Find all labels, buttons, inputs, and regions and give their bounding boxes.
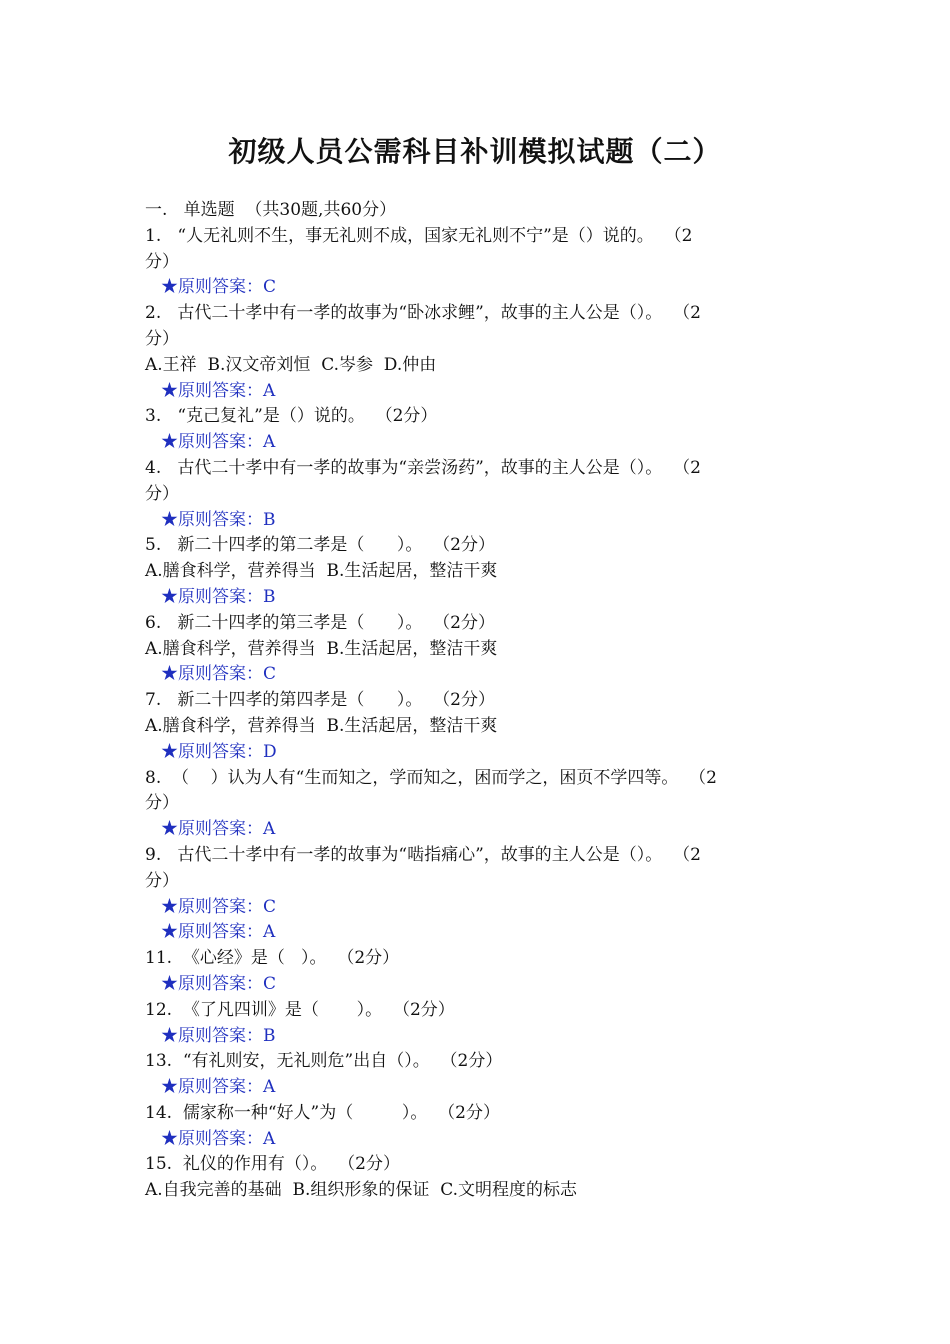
question-list [145, 198, 815, 1204]
answer-value: B [263, 1025, 276, 1046]
question-options: A.王祥 B.汉文帝刘恒 C.岑参 D.仲由 [145, 354, 437, 375]
star-icon: ★ [161, 922, 178, 943]
answer-line [145, 1075, 815, 1101]
answer-value: A [263, 1128, 276, 1149]
section-heading: 一. 单选题 （共30题,共60分） [145, 200, 397, 220]
question-options: A.膳食科学，营养得当 B.生活起居，整洁干爽 [145, 561, 498, 582]
question-text: 6. 新二十四孝的第三孝是（ ）。 （2分） [145, 612, 495, 633]
star-icon: ★ [161, 432, 178, 453]
answer-line [145, 379, 815, 405]
question-text: 2. 古代二十孝中有一孝的故事为“卧冰求鲤”，故事的主人公是（）。 （2 [145, 303, 701, 324]
question-text-continued: 分） [145, 870, 179, 891]
answer-label: 原则答案： [178, 1025, 263, 1046]
answer-value: C [263, 896, 277, 917]
answer-value: A [263, 1077, 276, 1098]
answer-label: 原则答案： [178, 1077, 263, 1098]
question-text: 8. （ ）认为人有“生而知之，学而知之，困而学之，困页不学四等。 （2 [145, 767, 717, 788]
answer-label: 原则答案： [178, 973, 263, 994]
question-text: 5. 新二十四孝的第二孝是（ ）。 （2分） [145, 535, 495, 556]
question-text: 13. “有礼则安，无礼则危”出自（）。 （2分） [145, 1051, 503, 1072]
question-options: A.膳食科学，营养得当 B.生活起居，整洁干爽 [145, 638, 498, 659]
question-text: 15. 礼仪的作用有（）。 （2分） [145, 1154, 400, 1175]
answer-line [145, 585, 815, 611]
star-icon: ★ [161, 1128, 178, 1149]
answer-value: D [263, 741, 277, 762]
answer-value: A [263, 380, 276, 401]
star-icon: ★ [161, 741, 178, 762]
question-text: 7. 新二十四孝的第四孝是（ ）。 （2分） [145, 690, 495, 711]
answer-value: C [263, 664, 277, 685]
answer-line [145, 662, 815, 688]
answer-line [145, 275, 815, 301]
question-text: 4. 古代二十孝中有一孝的故事为“亲尝汤药”，故事的主人公是（）。 （2 [145, 457, 701, 478]
question-options: A.膳食科学，营养得当 B.生活起居，整洁干爽 [145, 715, 498, 736]
answer-label: 原则答案： [178, 741, 263, 762]
answer-line [145, 895, 815, 921]
question-text: 1. “人无礼则不生，事无礼则不成，国家无礼则不宁”是（）说的。 （2 [145, 225, 693, 246]
question-text: 12. 《了凡四训》是（ ）。 （2分） [145, 999, 455, 1020]
answer-line [145, 740, 815, 766]
answer-value: A [263, 432, 276, 453]
star-icon: ★ [161, 819, 178, 840]
question-options: A.自我完善的基础 B.组织形象的保证 C.文明程度的标志 [145, 1180, 577, 1201]
answer-line [145, 508, 815, 534]
answer-line [145, 430, 815, 456]
answer-line [145, 817, 815, 843]
answer-label: 原则答案： [178, 922, 263, 943]
question-text-continued: 分） [145, 251, 179, 272]
star-icon: ★ [161, 973, 178, 994]
answer-label: 原则答案： [178, 819, 263, 840]
star-icon: ★ [161, 277, 178, 298]
star-icon: ★ [161, 509, 178, 530]
page-title: 初级人员公需科目补训模拟试题（二） [228, 135, 722, 168]
question-text: 14. 儒家称一种“好人”为（ ）。 （2分） [145, 1102, 500, 1123]
question-text-continued: 分） [145, 328, 179, 349]
question-text-continued: 分） [145, 793, 179, 814]
answer-label: 原则答案： [178, 586, 263, 607]
answer-value: B [263, 586, 276, 607]
answer-line [145, 920, 815, 946]
answer-label: 原则答案： [178, 509, 263, 530]
question-text: 9. 古代二十孝中有一孝的故事为“啮指痛心”，故事的主人公是（）。 （2 [145, 844, 701, 865]
star-icon: ★ [161, 1077, 178, 1098]
answer-value: A [263, 922, 276, 943]
answer-value: C [263, 277, 277, 298]
star-icon: ★ [161, 896, 178, 917]
question-text: 11. 《心经》是（ ）。 （2分） [145, 948, 400, 969]
answer-label: 原则答案： [178, 277, 263, 298]
answer-label: 原则答案： [178, 896, 263, 917]
star-icon: ★ [161, 380, 178, 401]
answer-label: 原则答案： [178, 1128, 263, 1149]
answer-label: 原则答案： [178, 664, 263, 685]
star-icon: ★ [161, 586, 178, 607]
question-text-continued: 分） [145, 483, 179, 504]
answer-value: C [263, 973, 277, 994]
question-text: 3. “克己复礼”是（）说的。 （2分） [145, 406, 438, 427]
answer-label: 原则答案： [178, 432, 263, 453]
star-icon: ★ [161, 664, 178, 685]
answer-value: B [263, 509, 276, 530]
answer-label: 原则答案： [178, 380, 263, 401]
answer-line [145, 1024, 815, 1050]
answer-value: A [263, 819, 276, 840]
answer-line [145, 972, 815, 998]
answer-line [145, 1127, 815, 1153]
star-icon: ★ [161, 1025, 178, 1046]
